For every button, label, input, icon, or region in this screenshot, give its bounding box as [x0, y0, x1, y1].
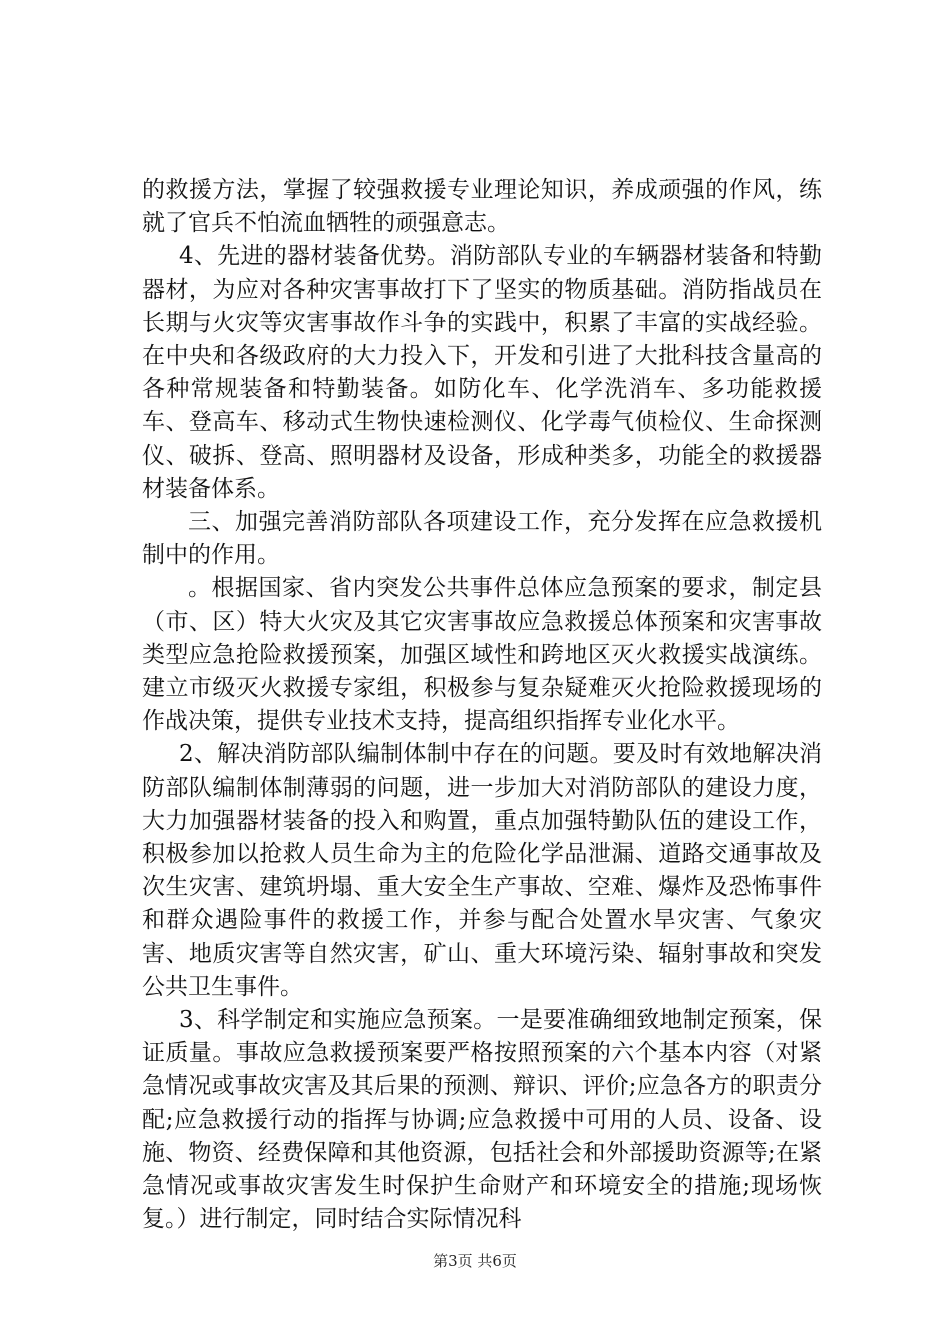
paragraph: 3、科学制定和实施应急预案。一是要准确细致地制定预案，保证质量。事故应急救援预案要严格按照预案的六个基本内容（对紧急情况或事故灾害及其后果的预测、辩识、评价;应急各方的职责分配;应急救援行动的指挥与协调;应急救援中可用的人员、设备、设施、物资、经费保障和其他资源，包括社会和外部援助资源等;在紧急情况或事故灾害发生时保护生命财产和环境安全的措施;现场恢复。）进行制定，同时结合实际情况科: [142, 1007, 822, 1233]
paragraph: 的救援方法，掌握了较强救援专业理论知识，养成顽强的作风，练就了官兵不怕流血牺牲的顽强意志。: [142, 177, 822, 237]
section-heading: 三、加强完善消防部队各项建设工作，充分发挥在应急救援机制中的作用。: [142, 509, 822, 569]
page-number: 第3页 共6页: [433, 1252, 517, 1270]
paragraph: 4、先进的器材装备优势。消防部队专业的车辆器材装备和特勤器材，为应对各种灾害事故打下了坚实的物质基础。消防指战员在长期与火灾等灾害事故作斗争的实践中，积累了丰富的实战经验。在中央和各级政府的大力投入下，开发和引进了大批科技含量高的各种常规装备和特勤装备。如防化车、化学洗消车、多功能救援车、登高车、移动式生物快速检测仪、化学毒气侦检仪、生命探测仪、破拆、登高、照明器材及设备，形成种类多，功能全的救援器材装备体系。: [142, 243, 822, 502]
paragraph: 2、解决消防部队编制体制中存在的问题。要及时有效地解决消防部队编制体制薄弱的问题，进一步加大对消防部队的建设力度，大力加强器材装备的投入和购置，重点加强特勤队伍的建设工作，积极参加以抢救人员生命为主的危险化学品泄漏、道路交通事故及次生灾害、建筑坍塌、重大安全生产事故、空难、爆炸及恐怖事件和群众遇险事件的救援工作，并参与配合处置水旱灾害、气象灾害、地质灾害等自然灾害，矿山、重大环境污染、辐射事故和突发公共卫生事件。: [142, 741, 822, 1000]
paragraph: 。根据国家、省内突发公共事件总体应急预案的要求，制定县（市、区）特大火灾及其它灾害事故应急救援总体预案和灾害事故类型应急抢险救援预案，加强区域性和跨地区灭火救援实战演练。建立市级灭火救援专家组，积极参与复杂疑难灭火抢险救援现场的作战决策，提供专业技术支持，提高组织指挥专业化水平。: [142, 575, 822, 735]
document-body: [142, 174, 822, 1237]
